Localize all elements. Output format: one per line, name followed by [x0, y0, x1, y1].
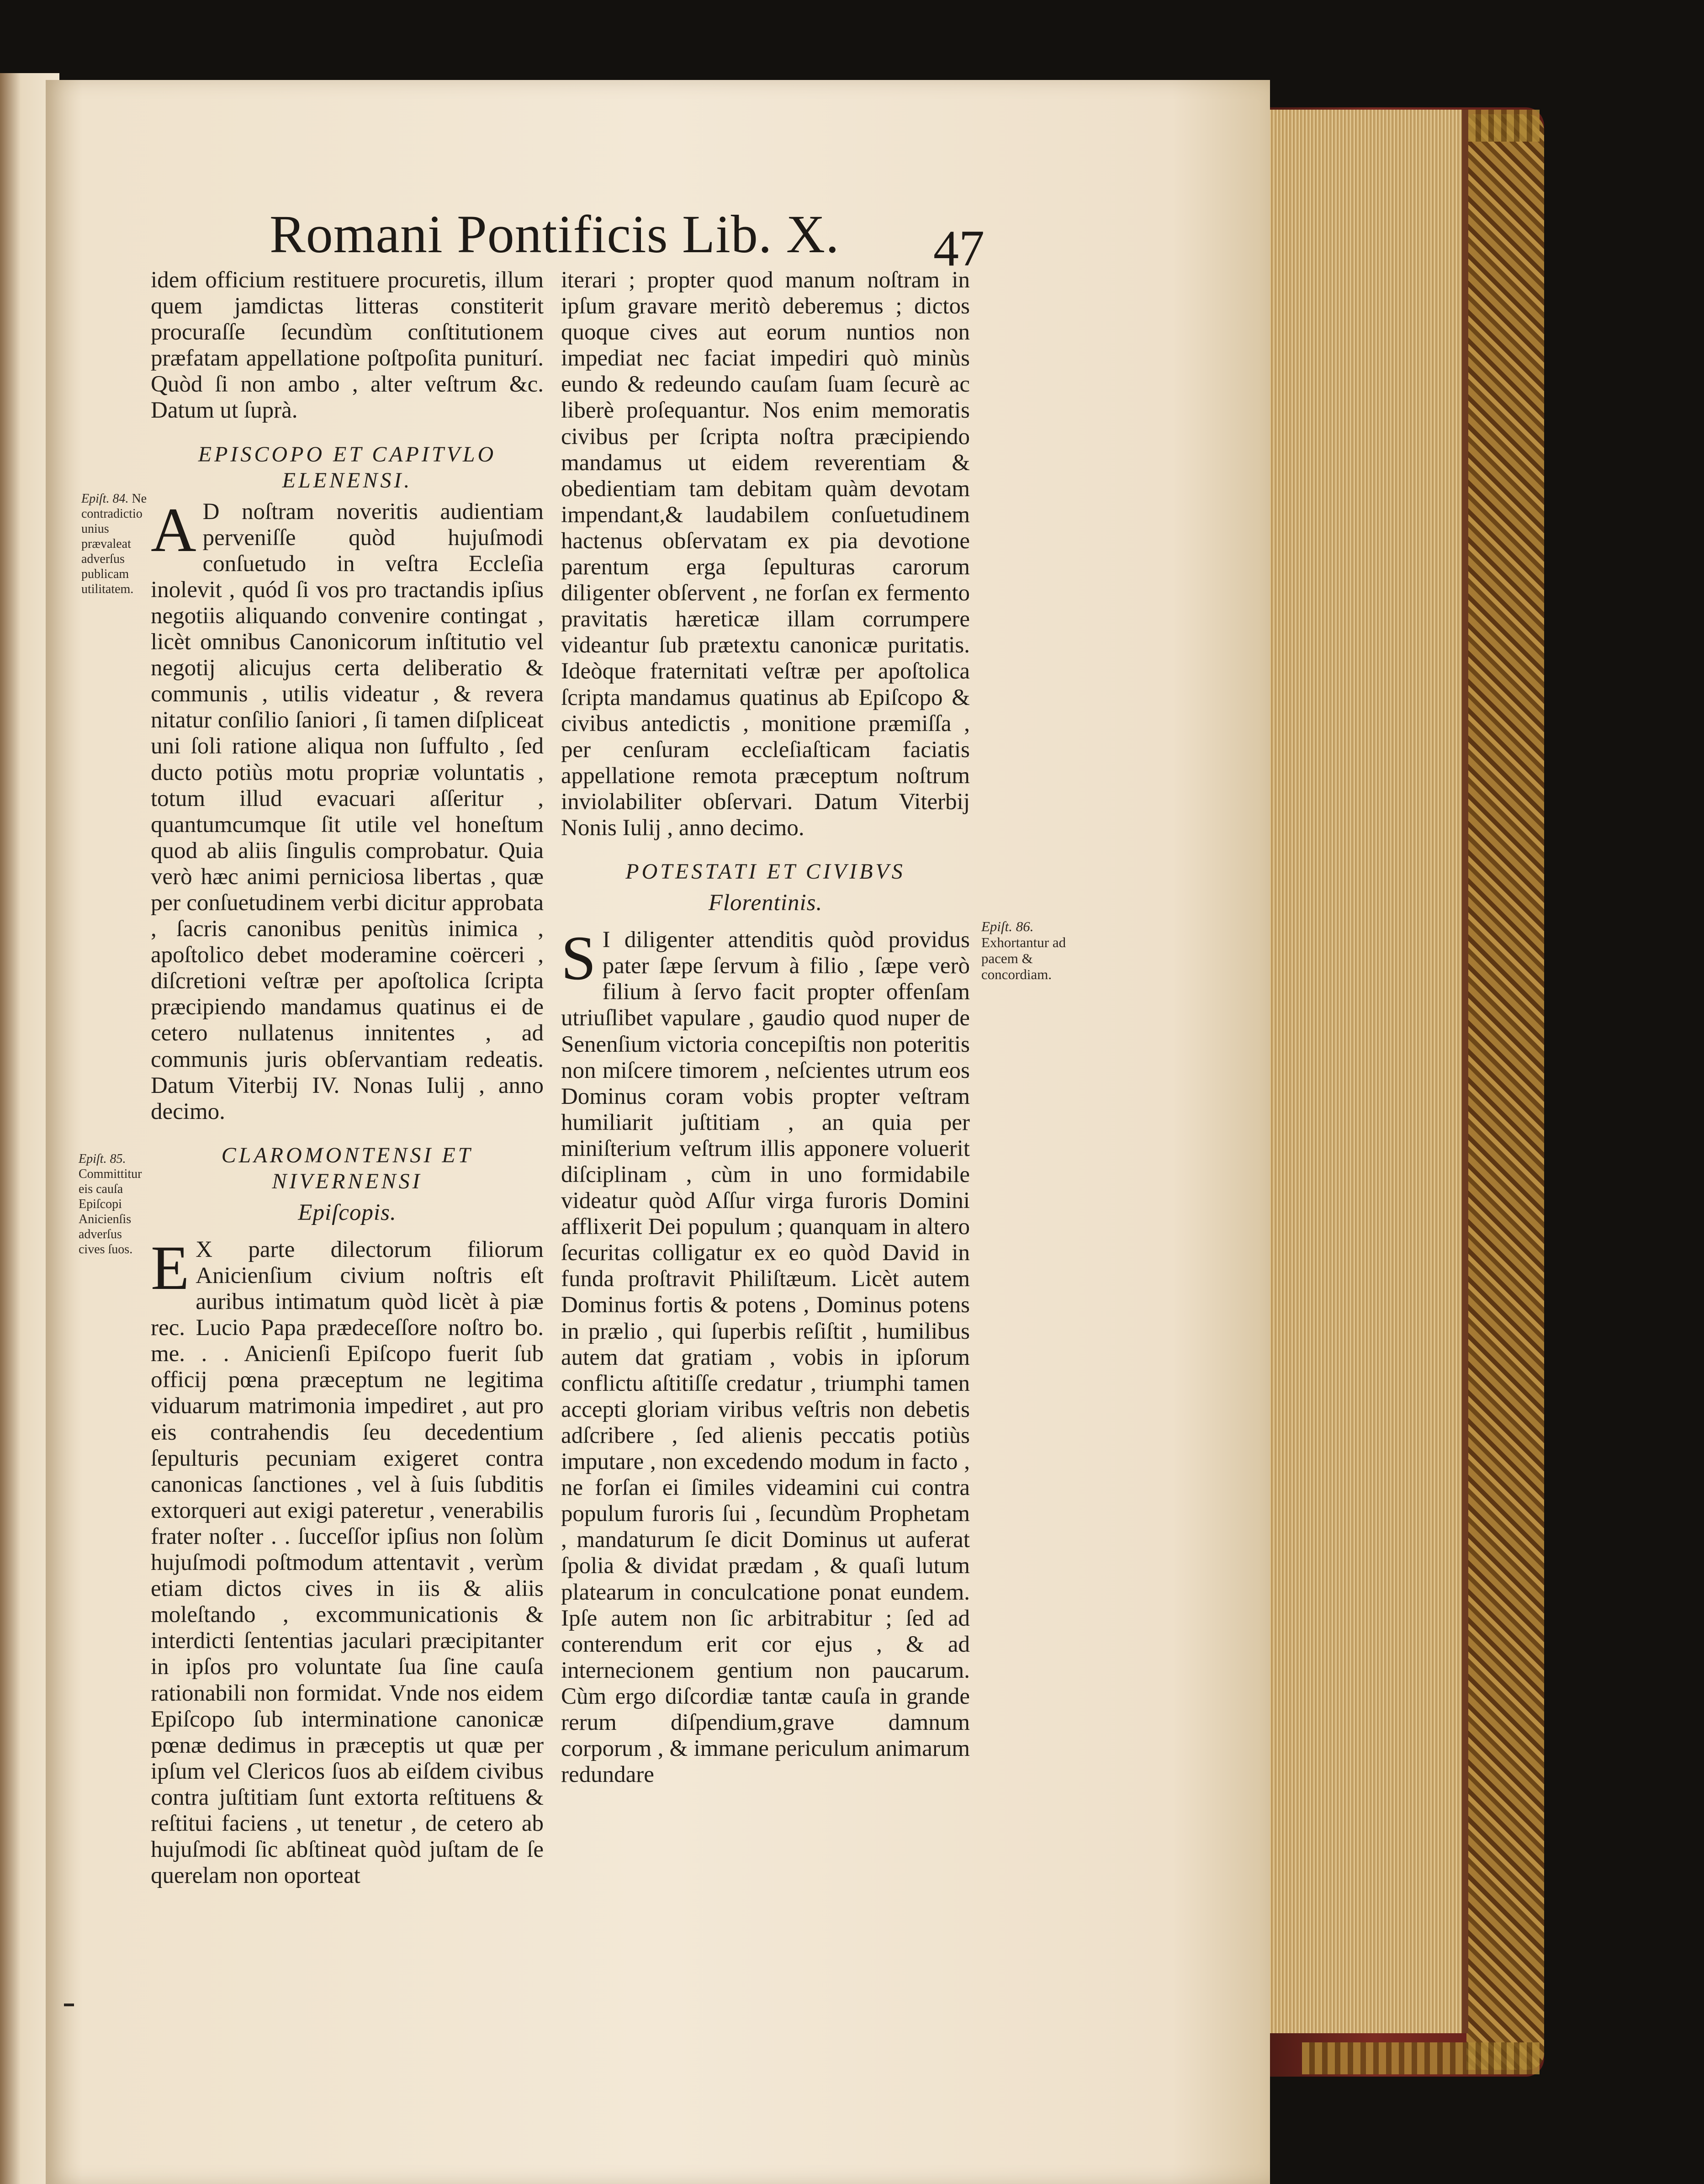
drop-cap: S [561, 923, 596, 993]
letter-subheading: Florentinis. [708, 890, 823, 916]
letter-heading: POTESTATI ET CIVIBVS [625, 859, 905, 884]
continuation-paragraph: idem officium restituere procuretis, illum quem jamdictas litteras constiterit procuraſſe ſecundùm conſtitutionem præfatam appellatione poſtpoſita puniturí. Quòd ſi non ambo , alter veſtrum &c. Datum ut ſuprà. [151, 267, 544, 424]
margin-note-text: Exhortantur ad pacem & concordiam. [981, 934, 1066, 982]
continuation-paragraph: iterari ; propter quod manum noſtram in ipſum gravare meritò deberemus ; dictos quoque cives aut eorum nuntios non impediat nec faciat impediri quò minùs eundo & redeundo cauſam ſuam ſecurè ac liberè proſequantur. Nos enim memoratis civibus per ſcripta noſtra præcipiendo mandamus ut eidem reverentiam & obedientiam tam debitam quàm devotam impendant,& laudabilem conſuetudinem hactenus obſervatam ex pia devotione parentum erga ſepulturas carorum diligenter obſervent , ne forſan ex fermento pravitatis hæreticæ illam corrumpere videantur ſub prætextu canonicæ puritatis. Ideòque fraternitati veſtræ per apoſtolica ſcripta mandamus quatinus ab Epiſcopo & civibus antedictis , monitione præmiſſa , per cenſuram eccleſiaſticam faciatis appellatione remota præceptum noſtrum inviolabiliter obſervari. Datum Viterbij Nonis Iulij , anno decimo. [561, 267, 970, 841]
gilt-tooling-band [1466, 114, 1544, 2070]
letter-text: D noſtram noveritis audientiam perveniſſe quòd hujuſmodi conſuetudo in veſtra Eccleſia inolevit , quód ſi vos pro tractandis ipſius negotiis aliquando convenire contingat , licèt omnibus Canonicorum inſtitutio vel negotij alicujus certa deliberatio & communis , utilis videatur , & revera nitatur conſilio ſaniori , ſi tamen diſpliceat uni ſoli ratione aliqua non ſuffulto , ſed ducto potiùs motu propriæ voluntatis , totum illud evacuari aſſeritur , quantumcumque ſit utile vel honeſtum quod ab aliis ſingulis comprobatur. Quia verò hæc animi perniciosa libertas , quæ per conſuetudinem verbi dicitur approbata , ſacris canonibus penitùs inimica , apoſtolico debet moderamine coërceri , diſcretioni veſtræ per apoſtolica ſcripta præcipiendo mandamus quatinus ei de cetero nullatenus innitentes , ad communis juris obſervantiam redeatis. Datum Viterbij IV. Nonas Iulij , anno decimo. [151, 498, 544, 1124]
letter-body [151, 494, 544, 1125]
letter-body [561, 923, 970, 1788]
margin-note-text: Committitur eis cauſa Epiſcopi Anicienſis adverſus cives ſuos. [79, 1167, 142, 1256]
page-mark [64, 2004, 74, 2006]
margin-note-label: Epiſt. 84. [81, 492, 129, 506]
margin-note-label: Epiſt. 85. [79, 1152, 126, 1166]
letter-heading: CLAROMONTENSI ET NIVERNENSI [221, 1143, 473, 1193]
letter-heading: EPISCOPO ET CAPITVLO ELENENSI. [198, 442, 497, 493]
letter-text: I diligenter attenditis quòd providus pater ſæpe ſervum à filio , ſæpe verò filium à ſervo facit propter offenſam utriuſlibet vapulare , gaudio quod nuper de Senenſium victoria concepiſtis non poteritis non miſcere timorem , neſcientes utrum eos Dominus coram vobis propter veſtram humiliarit juſtitiam , an quia per miniſterium veſtrum illis apponere voluerit diſciplinam , cùm in uno formidabile videatur quòd Aſſur virga furoris Domini afflixerit Dei populum ; quanquam in altero ſecuritas colligatur ex eo quòd David in funda proſtravit Philiſtæum. Licèt autem Dominus fortis & potens , Dominus potens in prælio , qui ſuperbis reſiſtit , humilibus autem dat gratiam , vobis in ipſorum conflictu aſtitiſſe credatur , triumphi tamen accepti gloriam viribus veſtris non debetis adſcribere , ſed alienis peccatis potiùs imputare , non excedendo modum in facto , ne forſan ei ſimiles videamini cui contra populum furoris ſui , ſecundùm Prophetam , mandaturum ſe dicit Dominus ut auferat ſpolia & dividat prædam , & quaſi lutum platearum in conculcatione ponat eundem. Ipſe autem non ſic arbitrabitur ; ſed ad conterendum erit cor ejus , & ad internecionem gentium non paucarum. Cùm ergo diſcordiæ tantæ cauſa in grande rerum diſpendium,grave damnum corporum , & immane periculum animarum redundare [561, 927, 970, 1788]
drop-cap: E [151, 1232, 190, 1303]
page-number: 47 [933, 220, 984, 277]
margin-note-85 [79, 1151, 149, 1257]
margin-note-label: Epiſt. 86. [981, 918, 1034, 934]
margin-note-86 [981, 918, 1086, 982]
margin-note-84 [81, 491, 150, 597]
letter-body [151, 1232, 544, 1889]
page-edges [1261, 110, 1468, 2033]
drop-cap: A [151, 494, 196, 565]
letter-subheading: Epiſcopis. [298, 1199, 397, 1225]
margin-note-text: Ne contradictio unius prævaleat adverſus publicam utilitatem. [81, 492, 147, 596]
running-head: Romani Pontificis Lib. X. [270, 204, 840, 264]
letter-text: X parte dilectorum filiorum Anicienſium civium noſtris eſt auribus intimatum quòd licèt à piæ rec. Lucio Papa prædeceſſore noſtro bo. me. . . Anicienſi Epiſcopo fuerit ſub officij pœna præceptum ne legitima viduarum matrimonia impediret , aut pro eis contrahendis ſeu decedentium ſepulturis pecuniam exigeret contra canonicas ſanctiones , vel à ſuis ſubditis extorqueri aut exigi pateretur , venerabilis frater noſter . . ſucceſſor ipſius non ſolùm hujuſmodi poſtmodum attentavit , verùm etiam dictos cives in iis & aliis moleſtando , excommunicationis & interdicti ſententias jaculari præcipitanter in ipſos pro voluntate ſua ſine cauſa rationabili non formidat. Vnde nos eidem Epiſcopo ſub interminatione canonicæ pœnæ dedimus in præceptis ut quæ per ipſum vel Clericos ſuos ab eiſdem civibus contra juſtitiam ſunt extorta reſtituens & reſtitui faciens , ut tenetur , de cetero ab hujuſmodi ſic abſtineat quòd juſtam de ſe querelam non oporteat [151, 1236, 544, 1889]
gilt-bottom-border [1302, 2042, 1540, 2074]
right-column [561, 267, 970, 1788]
left-column [151, 267, 544, 1889]
